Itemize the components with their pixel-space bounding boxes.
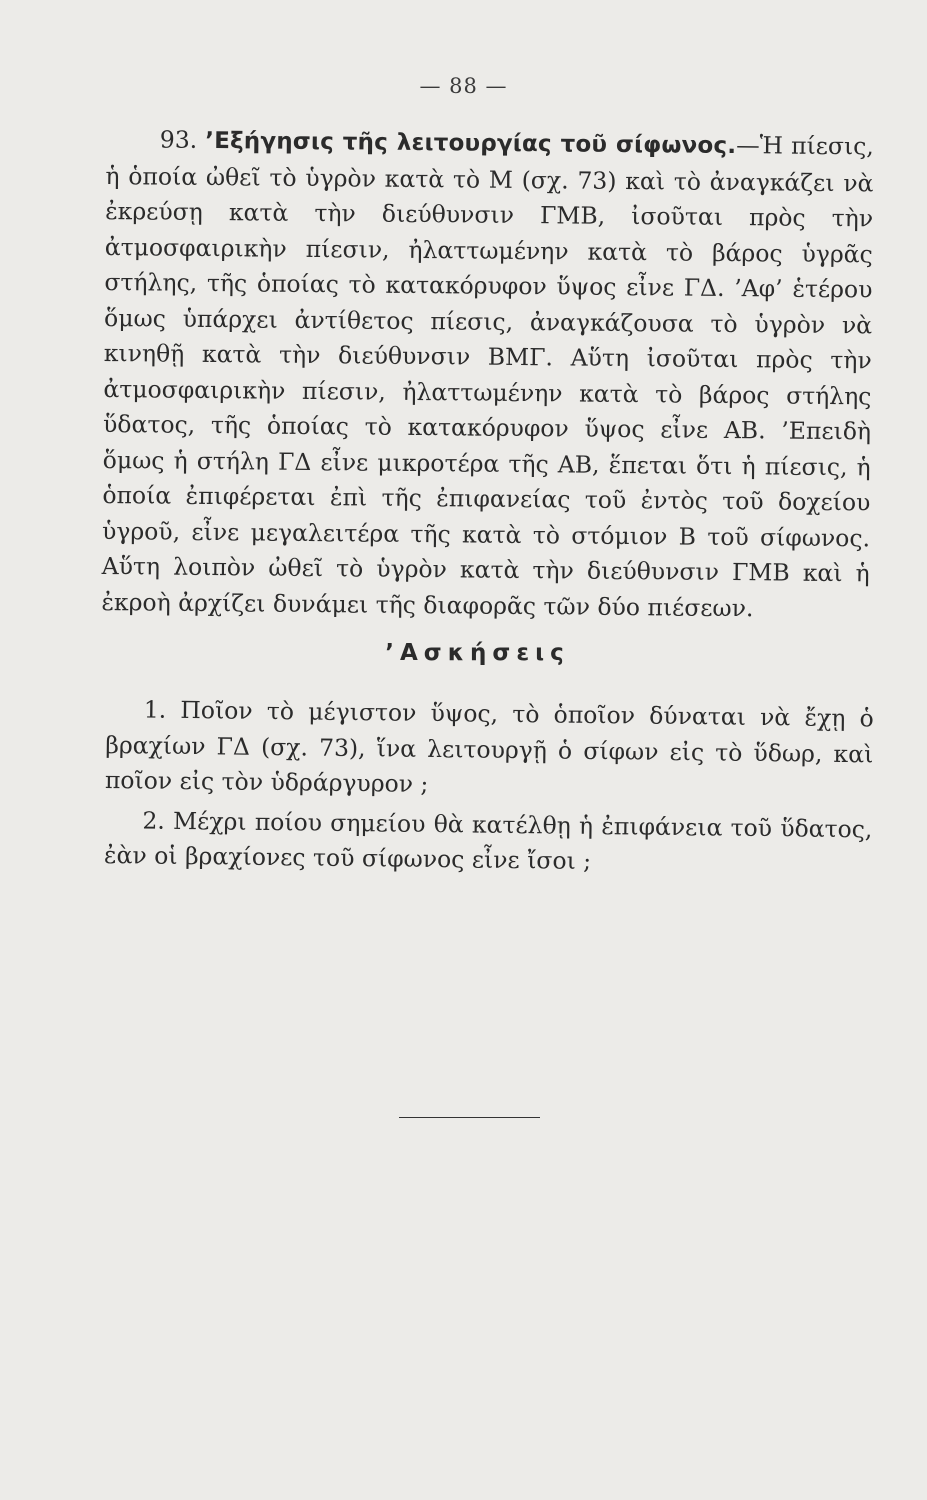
section-paragraph (101, 122, 874, 627)
exercise-item-1: 1. Ποῖον τὸ μέγιστον ὕψος, τὸ ὁποῖον δύναται νὰ ἔχῃ ὁ βραχίων ΓΔ (σχ. 73), ἵνα λειτουργῇ ὁ σίφων εἰς τὸ ὕδωρ, καὶ ποῖον εἰς τὸν ὑδράργυρον ; (104, 695, 874, 798)
section-title: ’Εξήγησις τῆς λειτουργίας τοῦ σίφωνος. (205, 127, 737, 160)
page-number: — 88 — (419, 74, 508, 98)
exercise-item-2: 2. Μέχρι ποίου σημείου θὰ κατέλθῃ ἡ ἐπιφάνεια τοῦ ὕδατος, ἐὰν οἱ βραχίονες τοῦ σίφωνος εἶνε ἴσοι ; (103, 805, 873, 875)
section-number: 93. (159, 125, 198, 154)
exercises-list (104, 692, 874, 887)
exercises-heading: ’Ασκήσεις (385, 640, 570, 666)
section-body: —Ἡ πίεσις, ἡ ὁποία ὠθεῖ τὸ ὑγρὸν κατὰ τὸ Μ (σχ. 73) καὶ τὸ ἀναγκάζει νὰ ἐκρεύσῃ κατὰ τὴν διεύθυνσιν ΓΜΒ, ἰσοῦται πρὸς τὴν ἀτμοσφαιρικὴν πίεσιν, ἠλαττωμένην κατὰ τὸ βάρος ὑγρᾶς στήλης, τῆς ὁποίας τὸ κατακόρυφον ὕψος εἶνε ΓΔ. ’Αφ’ ἑτέρου ὅμως ὑπάρχει ἀντίθετος πίεσις, ἀναγκάζουσα τὸ ὑγρὸν νὰ κινηθῇ κατὰ τὴν διεύθυνσιν ΒΜΓ. Αὕτη ἰσοῦται πρὸς τὴν ἀτμοσφαιρικὴν πίεσιν, ἠλαττωμένην κατὰ τὸ βάρος στήλης ὕδατος, τῆς ὁποίας τὸ κατακόρυφον ὕψος εἶνε ΑΒ. ’Επειδὴ ὅμως ἡ στήλη ΓΔ εἶνε μικροτέρα τῆς ΑΒ, ἕπεται ὅτι ἡ πίεσις, ἡ ὁποία ἐπιφέρεται ἐπὶ τῆς ἐπιφανείας τοῦ ἐντὸς τοῦ δοχείου ὑγροῦ, εἶνε μεγαλειτέρα τῆς κατὰ τὸ στόμιον Β τοῦ σίφωνος. Αὕτη λοιπὸν ὠθεῖ τὸ ὑγρὸν κατὰ τὴν διεύθυνσιν ΓΜΒ καὶ ἡ ἐκροὴ ἀρχίζει δυνάμει τῆς διαφορᾶς τῶν δύο πιέσεων. (101, 131, 874, 622)
end-divider-rule (399, 1117, 540, 1118)
